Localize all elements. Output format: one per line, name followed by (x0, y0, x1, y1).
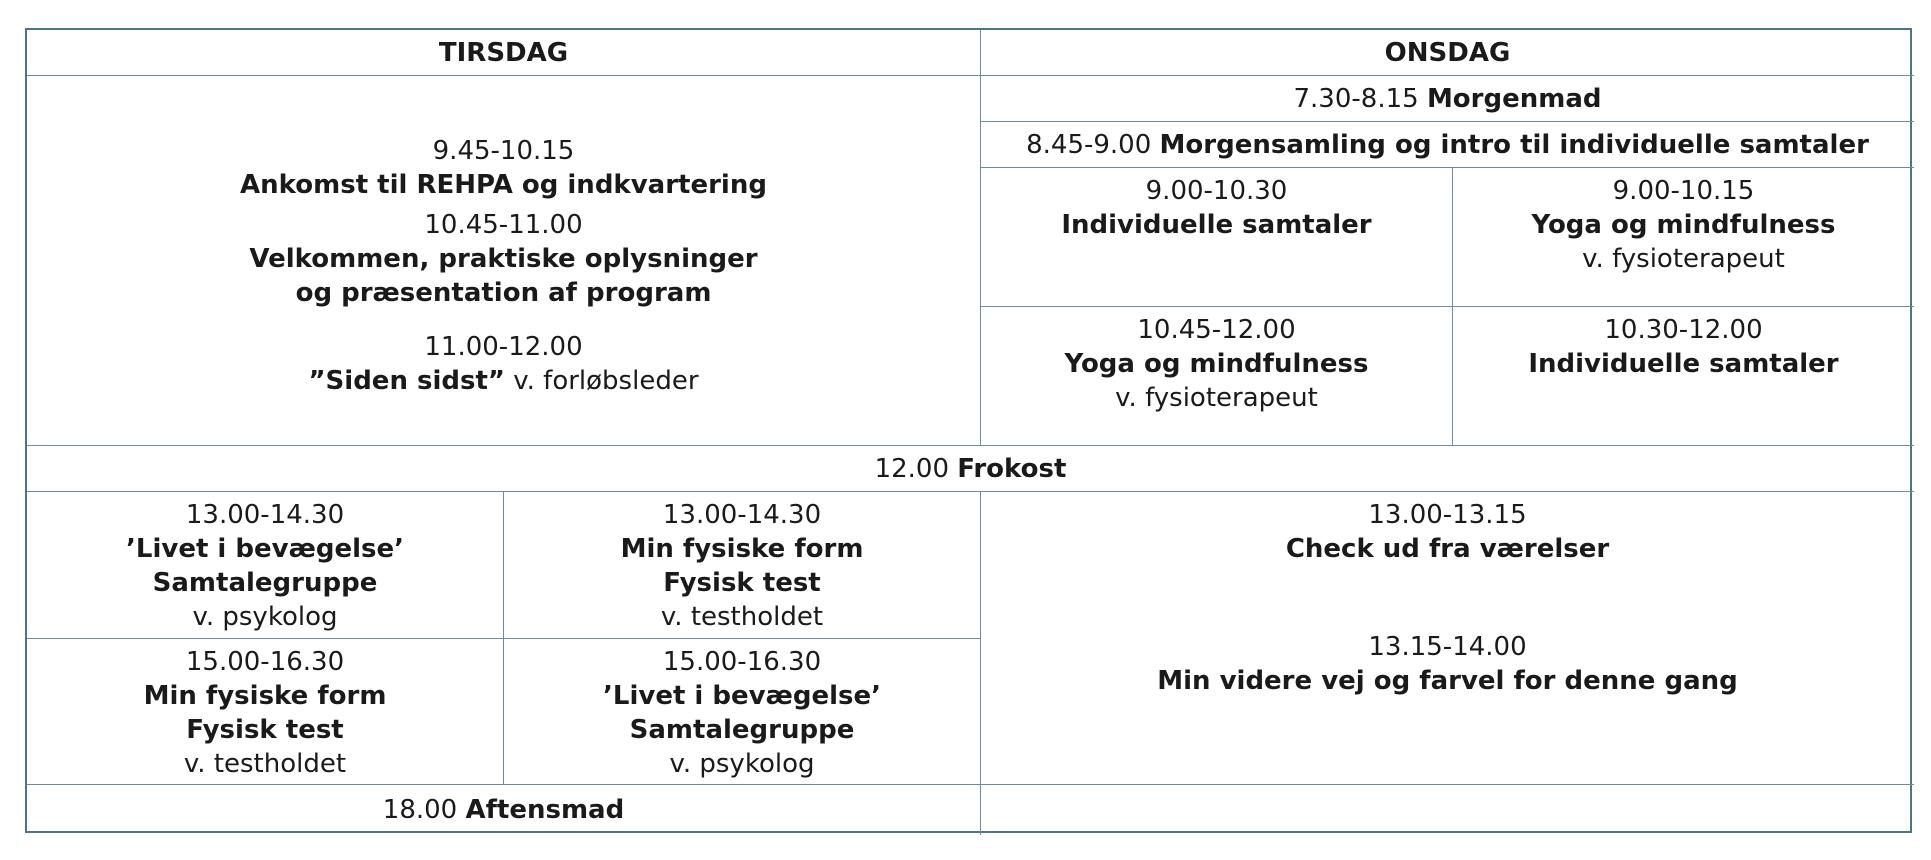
session-title: Individuelle samtaler (1061, 210, 1372, 240)
session-time: 13.00-14.30 (662, 500, 822, 530)
breakfast-time: 7.30-8.15 (1293, 83, 1419, 114)
session-title: ’Livet i bevægelse’ (603, 681, 881, 711)
tirsdag-afternoon-cell (27, 492, 504, 639)
welcome-title-line1: Velkommen, praktiske oplysninger (249, 244, 758, 274)
session-by: v. psykolog (192, 602, 338, 632)
session-by: v. fysioterapeut (1115, 383, 1318, 413)
session-time: 13.00-14.30 (185, 500, 345, 530)
onsdag-session-cell (1453, 307, 1914, 446)
gathering-title: Morgensamling og intro til individuelle samtaler (1159, 129, 1869, 160)
session-time: 10.30-12.00 (1604, 315, 1763, 345)
session-subtitle: Fysisk test (663, 568, 821, 598)
tirsdag-header: TIRSDAG (27, 30, 981, 76)
session-time: 15.00-16.30 (185, 647, 345, 677)
welcome-title-line2: og præsentation af program (295, 278, 712, 308)
schedule-table (25, 28, 1912, 833)
onsdag-afternoon-cell (981, 492, 1914, 785)
onsdag-session-cell (1453, 168, 1914, 307)
since-title: ”Siden sidst” (308, 366, 505, 396)
gathering-time: 8.45-9.00 (1026, 129, 1152, 160)
since-time: 11.00-12.00 (424, 332, 583, 362)
tirsdag-morning-cell (27, 76, 981, 446)
dinner-title: Aftensmad (465, 795, 625, 825)
farewell-title: Min videre vej og farvel for denne gang (1157, 666, 1738, 696)
session-by: v. psykolog (669, 749, 815, 779)
session-time: 10.45-12.00 (1137, 315, 1296, 345)
session-title: Yoga og mindfulness (1531, 210, 1836, 240)
tirsdag-afternoon-cell (504, 492, 981, 639)
onsdag-breakfast-cell (981, 76, 1914, 122)
session-title: Individuelle samtaler (1528, 349, 1839, 379)
session-time: 9.00-10.15 (1612, 176, 1755, 206)
since-line (27, 364, 980, 398)
lunch-row (27, 446, 1914, 492)
onsdag-gathering-cell (981, 122, 1914, 168)
onsdag-empty-cell (981, 785, 1914, 835)
checkout-time: 13.00-13.15 (1368, 500, 1527, 530)
farewell-time: 13.15-14.00 (1368, 632, 1527, 662)
lunch-time: 12.00 (874, 453, 949, 484)
onsdag-session-cell (981, 168, 1453, 307)
session-subtitle: Samtalegruppe (629, 715, 855, 745)
arrival-time: 9.45-10.15 (432, 136, 575, 166)
session-title: Min fysiske form (620, 534, 864, 564)
session-title: Min fysiske form (143, 681, 387, 711)
session-by: v. fysioterapeut (1582, 244, 1785, 274)
session-time: 9.00-10.30 (1145, 176, 1288, 206)
onsdag-session-cell (981, 307, 1453, 446)
session-subtitle: Fysisk test (186, 715, 344, 745)
session-title: Yoga og mindfulness (1064, 349, 1369, 379)
tirsdag-afternoon-cell (504, 639, 981, 785)
session-time: 15.00-16.30 (662, 647, 822, 677)
welcome-time: 10.45-11.00 (424, 210, 583, 240)
dinner-time: 18.00 (382, 795, 458, 825)
lunch-title: Frokost (957, 453, 1067, 484)
arrival-title: Ankomst til REHPA og indkvartering (240, 170, 767, 200)
checkout-title: Check ud fra værelser (1285, 534, 1610, 564)
onsdag-header: ONSDAG (981, 30, 1914, 76)
session-by: v. testholdet (183, 749, 347, 779)
session-by: v. testholdet (660, 602, 824, 632)
session-title: ’Livet i bevægelse’ (126, 534, 404, 564)
breakfast-title: Morgenmad (1426, 83, 1602, 114)
since-by: v. forløbsleder (505, 366, 699, 396)
tirsdag-afternoon-cell (27, 639, 504, 785)
session-subtitle: Samtalegruppe (152, 568, 378, 598)
tirsdag-dinner-cell (27, 785, 981, 835)
